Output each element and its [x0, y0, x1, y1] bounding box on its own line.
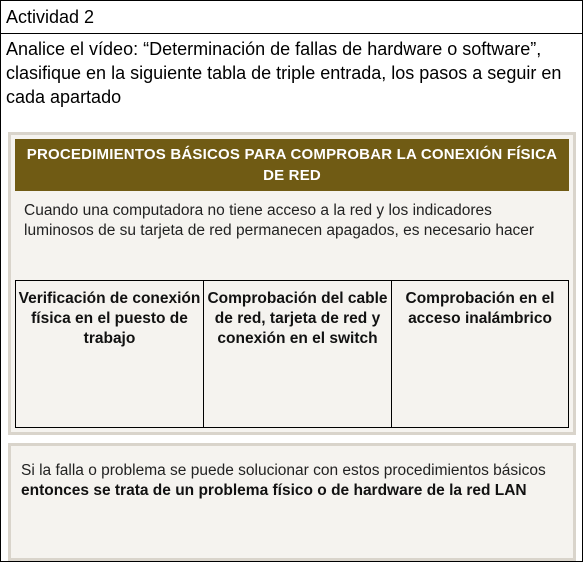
procedures-header [15, 139, 569, 191]
procedures-intro: Cuando una computadora no tiene acceso a la red y los indicadores luminosos de su tarjeta de red permanecen apagados, es necesario hacer [24, 202, 535, 239]
column-wireless-access: Comprobación en el acceso inalámbrico [405, 290, 555, 327]
activity-instructions: Analice el vídeo: “Determinación de fallas de hardware o software”, clasifique en la siguiente tabla de triple entrada, los pasos a seguir en cada apartado [6, 39, 562, 107]
procedures-table [15, 280, 569, 428]
column-physical-connection: Verificación de conexión física en el puesto de trabajo [16, 281, 204, 427]
conclusion-card [8, 443, 576, 561]
conclusion-bold: entonces se trata de un problema físico o de hardware de la red LAN [21, 482, 527, 499]
procedures-header-text: PROCEDIMIENTOS BÁSICOS PARA COMPROBAR LA CONEXIÓN FÍSICA DE RED [26, 146, 558, 184]
activity-title: Actividad 2 [1, 1, 583, 34]
procedures-card [8, 132, 576, 435]
column-cable-card-switch: Comprobación del cable de red, tarjeta de red y conexión en el switch [204, 281, 392, 427]
conclusion-text: Si la falla o problema se puede solucionar con estos procedimientos básicos [21, 462, 546, 479]
conclusion-note [21, 461, 566, 501]
